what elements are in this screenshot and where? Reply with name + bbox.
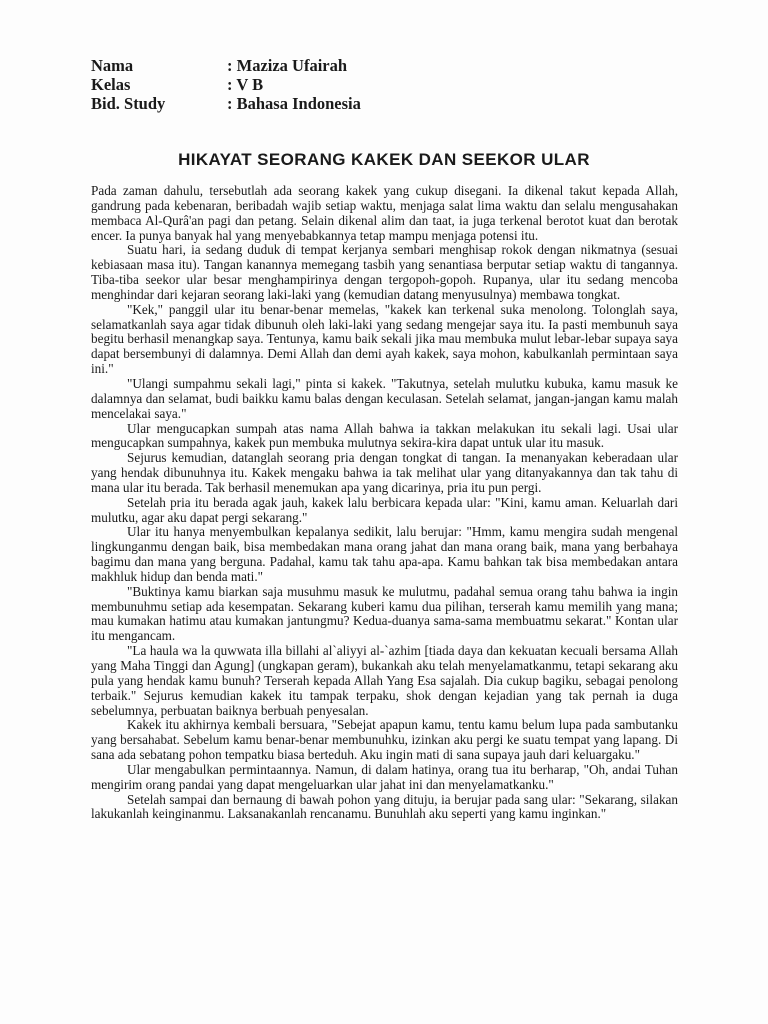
info-row-name xyxy=(91,56,361,75)
paragraph: "Ulangi sumpahmu sekali lagi," pinta si kakek. "Takutnya, setelah mulutku kubuka, kamu masuk ke dalamnya dan selamat, budi baikku kamu balas dengan keculasan. Setelah selamat, jangan-jangan kamu malah mencelakai saya." xyxy=(91,375,678,421)
info-value: : Maziza Ufairah xyxy=(227,56,348,75)
paragraph: "Kek," panggil ular itu benar-benar memelas, "kakek kan terkenal suka menolong. Tolonglah saya, selamatkanlah saya agar tidak dibunuh oleh laki-laki yang sedang mengejar saya itu. Ia pasti membunuh saya begitu berhasil menangkap saya. Tentunya, kamu baik sekali jika mau membuka mulut lebar-lebar supaya saya dapat bersembunyi di dalamnya. Demi Allah dan demi ayah kakek, saya mohon, kabulkanlah permintaan saya ini." xyxy=(91,301,678,377)
info-label: Kelas xyxy=(91,75,131,94)
paragraph: Sejurus kemudian, datanglah seorang pria dengan tongkat di tangan. Ia menanyakan keberadaan ular yang hendak dibunuhnya itu. Kakek mengaku bahwa ia tak melihat ular yang ditanyakannya dan tak tahu di mana ular itu berada. Tak berhasil menemukan apa yang dicarinya, pria itu pun pergi. xyxy=(91,450,678,495)
paragraph: Setelah sampai dan bernaung di bawah pohon yang dituju, ia berujar pada sang ular: "Sekarang, silakan lakukanlah keinginanmu. Laksanakanlah rencanamu. Bunuhlah aku seperti yang kamu inginkan." xyxy=(91,791,678,822)
info-row-subject xyxy=(91,94,361,113)
paragraph: "La haula wa la quwwata illa billahi al`aliyyi al-`azhim [tiada daya dan kekuatan kecuali bersama Allah yang Maha Tinggi dan Agung] (ungkapan geram), bukankah aku telah menyelamatkanmu, tetapi sekarang aku pula yang hendak kamu bunuh? Terserah kepada Allah Yang Esa sajalah. Dia cukup bagiku, sebagai penolong terbaik." Sejurus kemudian kakek itu tampak terpaku, shok dengan kejadian yang tak pernah ia duga sebelumnya, perbuatan baiknya berbuah penyesalan. xyxy=(91,643,678,718)
info-value: : V B xyxy=(227,75,264,94)
document-title: HIKAYAT SEORANG KAKEK DAN SEEKOR ULAR xyxy=(178,150,590,169)
info-row-class xyxy=(91,75,361,94)
paragraph: Suatu hari, ia sedang duduk di tempat kerjanya sembari menghisap rokok dengan nikmatnya (sesuai kebiasaan masa itu). Tangan kanannya memegang tasbih yang senantiasa berputar setiap waktu di tangannya. Tiba-tiba seekor ular besar menghampirinya dengan tergopoh-gopoh. Rupanya, ular itu sedang mencoba menghindar dari kejaran seorang laki-laki yang (kemudian datang menyusulnya) membawa tongkat. xyxy=(91,242,678,302)
paragraph: Ular mengabulkan permintaannya. Namun, di dalam hatinya, orang tua itu berharap, "Oh, andai Tuhan mengirim orang pandai yang dapat mengeluarkan ular jahat ini dan menyelamatkanku." xyxy=(91,761,678,792)
story-body xyxy=(91,184,678,822)
paragraph: Ular mengucapkan sumpah atas nama Allah bahwa ia takkan melakukan itu sekali lagi. Usai ular mengucapkan sumpahnya, kakek pun membuka mulutnya sekira-kira dapat untuk ular itu masuk. xyxy=(91,420,678,451)
info-label: Bid. Study xyxy=(91,94,166,113)
paragraph: "Buktinya kamu biarkan saja musuhmu masuk ke mulutmu, padahal semua orang tahu bahwa ia ingin membunuhmu setiap ada kesempatan. Sekarang kuberi kamu dua pilihan, terserah kamu memilih yang mana; mau kumakan hatimu atau kumakan jantungmu? Kedua-duanya sama-sama membuatmu sekarat." Kontan ular itu mengancam. xyxy=(91,583,678,644)
paragraph: Ular itu hanya menyembulkan kepalanya sedikit, lalu berujar: "Hmm, kamu mengira sudah mengenal lingkunganmu dengan baik, bisa membedakan mana orang jahat dan mana orang baik, mana yang berbahaya bagimu dan mana yang berguna. Padahal, kamu tak tahu apa-apa. Kamu bahkan tak bisa membedakan antara makhluk hidup dan benda mati." xyxy=(91,524,678,584)
info-label: Nama xyxy=(91,56,134,75)
paragraph: Kakek itu akhirnya kembali bersuara, "Sebejat apapun kamu, tentu kamu belum lupa pada sambutanku yang bersahabat. Sebelum kamu benar-benar membunuhku, izinkan aku pergi ke suatu tempat yang lapang. Di sana ada sebatang pohon tempatku biasa berteduh. Aku ingin mati di sana supaya jauh dari keluargaku." xyxy=(91,717,678,763)
paragraph: Setelah pria itu berada agak jauh, kakek lalu berbicara kepada ular: "Kini, kamu aman. Keluarlah dari mulutku, agar aku dapat pergi sekarang." xyxy=(91,494,678,525)
student-info xyxy=(91,56,361,113)
info-value: : Bahasa Indonesia xyxy=(227,94,361,113)
paragraph: Pada zaman dahulu, tersebutlah ada seorang kakek yang cukup disegani. Ia dikenal takut kepada Allah, gandrung pada kebenaran, beribadah wajib setiap waktu, menjaga salat lima waktu dan selalu mengusahakan membaca Al-Qurâ'an pagi dan petang. Selain dikenal alim dan taat, ia juga terkenal berotot kuat dan berotak encer. Ia punya banyak hal yang menyebabkannya tetap mampu menjaga potensi itu. xyxy=(91,183,678,243)
